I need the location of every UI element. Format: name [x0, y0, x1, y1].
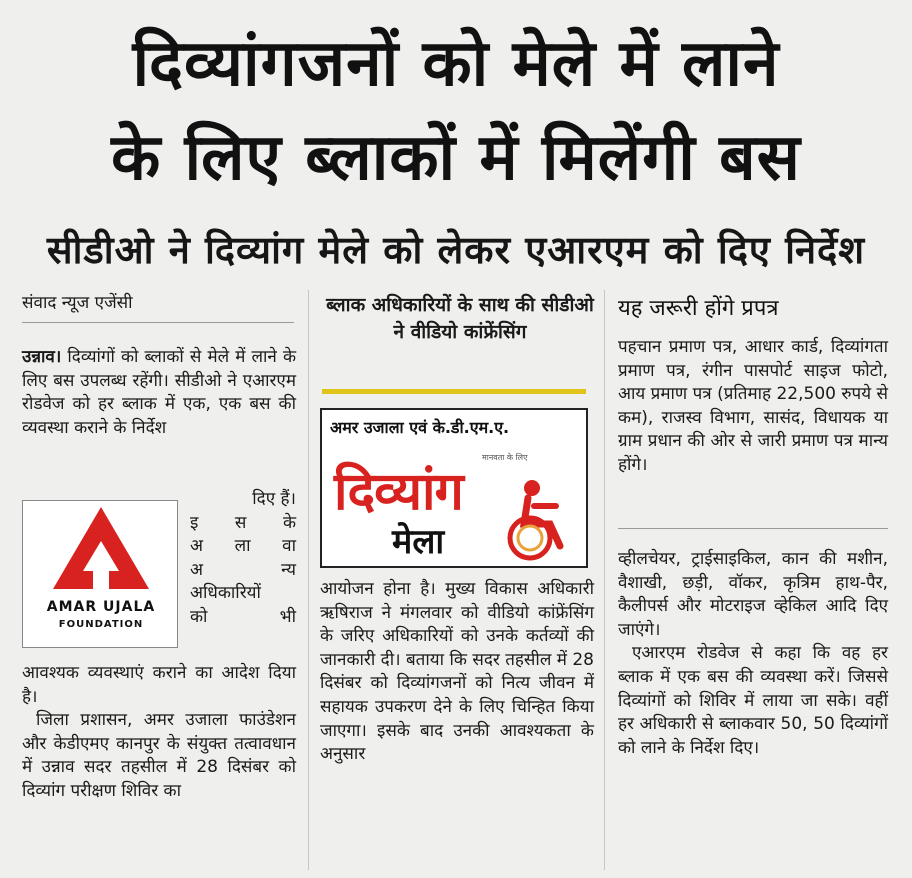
- wrap-line: अधिकारियों: [190, 583, 261, 604]
- wrap-line: अ न्य: [190, 559, 296, 580]
- paragraph: व्हीलचेयर, ट्राईसाइकिल, कान की मशीन, वैशाखी, छड़ी, वॉकर, कृत्रिम हाथ-पैर, कैलीपर्स और मोटराइज व्हेकिल आदि दिए जाएंगे।: [618, 549, 888, 640]
- lead-paragraph: दिव्यांगों को ब्लाकों से मेले में लाने के लिए बस उपलब्ध रहेंगी। सीडीओ ने एआरएम रोडवेज को हर ब्लाक में एक, एक बस की व्यवस्था कराने के निर्देश: [22, 347, 297, 438]
- wrap-line: को भी: [190, 606, 296, 627]
- column-3-text: [618, 548, 888, 760]
- poster-title: दिव्यांग: [334, 462, 463, 522]
- poster-tagline: मानवता के लिए: [482, 453, 528, 462]
- divyang-mela-poster: [320, 408, 588, 568]
- headline-line-2: के लिए ब्लाकों में मिलेंगी बस: [111, 121, 801, 195]
- paragraph: आवश्यक व्यवस्थाएं कराने का आदेश दिया है।: [22, 663, 296, 707]
- logo-name: AMAR UJALA: [46, 599, 156, 615]
- byline-rule: [22, 322, 294, 323]
- sidebar-heading: यह जरूरी होंगे प्रपत्र: [618, 296, 779, 321]
- column-divider: [308, 290, 309, 870]
- amar-ujala-foundation-logo: [22, 500, 178, 648]
- wrap-line: इ स के: [190, 512, 296, 533]
- headline-line-1: दिव्यांगजनों को मेले में लाने: [132, 27, 780, 101]
- subheadline: सीडीओ ने दिव्यांग मेले को लेकर एआरएम को दिए निर्देश: [46, 228, 866, 272]
- poster-header: अमर उजाला एवं के.डी.एम.ए.: [330, 418, 510, 437]
- sidebar-rule: [618, 528, 888, 529]
- paragraph: पहचान प्रमाण पत्र, आधार कार्ड, दिव्यांगता प्रमाण पत्र, रंगीन पासपोर्ट साइज फोटो, आय प्रमाण पत्र (प्रतिमाह 22,500 रुपये से कम), राजस्व विभाग, सासंद, विधायक या ग्राम प्रधान की ओर से जारी प्रमाण पत्र मान्य होंगे।: [618, 337, 888, 475]
- logo-subtitle: FOUNDATION: [58, 619, 144, 630]
- box-accent-bar: [322, 389, 586, 394]
- box-title: ब्लाक अधिकारियों के साथ की सीडीओ ने वीडियो कांफ्रेंसिंग: [326, 294, 594, 343]
- documents-list: [618, 336, 888, 478]
- dateline: उन्नाव।: [22, 347, 62, 367]
- column-divider: [604, 290, 605, 870]
- column-1-continued: [22, 662, 296, 804]
- column-2-text: [320, 578, 594, 767]
- column-1-wrap: [190, 488, 296, 630]
- column-1-lead: [22, 346, 296, 440]
- wrap-line: दिए हैं।: [252, 489, 296, 509]
- paragraph: आयोजन होना है। मुख्य विकास अधिकारी ऋषिराज ने मंगलवार को वीडियो कांफ्रेंसिंग के जरिए अधिकारियों को उनके कर्तव्यों की जानकारी दी। बताया कि सदर तहसील में 28 दिसंबर को दिव्यांगजनों को नित्य जीवन में सहायक उपकरण देने के लिए चिन्हित किया जाएगा। इसके बाद उनकी आवश्यकता के अनुसार: [320, 579, 594, 765]
- wrap-line: अ ला वा: [190, 536, 296, 557]
- foundation-logo-icon: [23, 501, 179, 601]
- wheelchair-icon: [494, 476, 578, 564]
- paragraph: एआरएम रोडवेज से कहा कि वह हर ब्लाक में एक बस की व्यवस्था करें। जिससे दिव्यांगों को शिविर में लाया जा सके। वहीं हर अधिकारी से ब्लाकवार 50, 50 दिव्यांगों को लाने के निर्देश दिए।: [618, 643, 888, 758]
- paragraph: जिला प्रशासन, अमर उजाला फाउंडेशन और केडीएमए कानपुर के संयुक्त तत्वावधान में उन्नाव सदर तहसील में 28 दिसंबर को दिव्यांग परीक्षण शिविर का: [22, 710, 296, 801]
- poster-subtitle: मेला: [392, 522, 445, 562]
- byline: संवाद न्यूज एजेंसी: [22, 293, 133, 313]
